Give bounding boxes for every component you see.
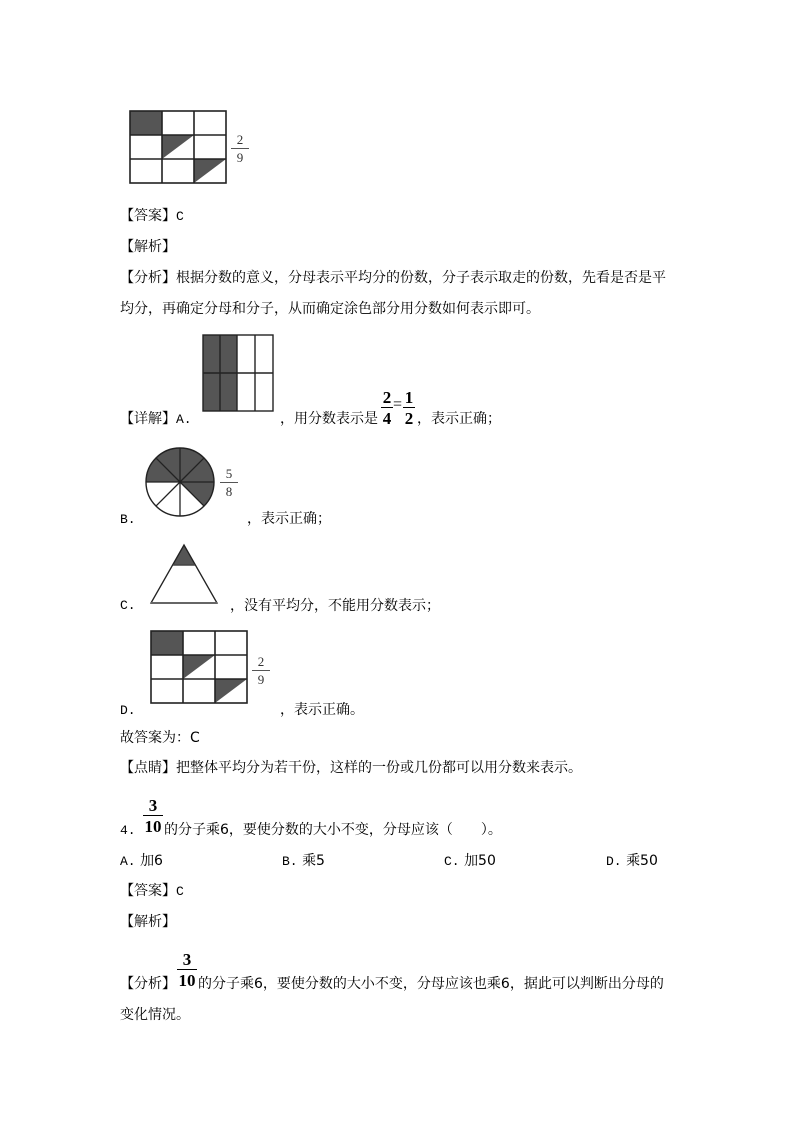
q4-fenxi-fraction xyxy=(177,951,197,989)
q4-fenxi-text1: 的分子乘6，要使分数的大小不变，分母应该也乘6，据此可以判断出分母的 xyxy=(198,976,664,992)
option-text: 加50 xyxy=(464,853,496,869)
answer-value: C xyxy=(176,209,184,224)
fraction-bar xyxy=(252,670,270,671)
option-label: D. xyxy=(606,854,622,869)
q4-option-a[interactable] xyxy=(120,852,163,871)
shaded-cell xyxy=(130,111,162,135)
fraction-bar xyxy=(381,407,393,408)
option-d-fraction xyxy=(252,655,270,686)
q4-fenxi-text2: 变化情况。 xyxy=(120,1007,190,1023)
option-label: A. xyxy=(120,854,136,869)
option-b-text: ，表示正确； xyxy=(247,511,331,527)
fraction-numerator: 2 xyxy=(382,388,392,407)
option-a-label: A. xyxy=(176,412,192,427)
fraction-bar xyxy=(231,148,249,149)
fraction-denominator: 4 xyxy=(382,409,392,428)
q4-option-c[interactable] xyxy=(444,852,496,871)
fraction-numerator: 5 xyxy=(225,466,233,481)
shaded-triangle xyxy=(194,159,226,183)
q3-dianjing: 【点睛】把整体平均分为若干份，这样的一份或几份都可以用分数来表示。 xyxy=(120,760,582,776)
fraction-denominator: 2 xyxy=(404,409,414,428)
option-a-rect-figure xyxy=(203,335,273,411)
q4-stem: 的分子乘6，要使分数的大小不变，分母应该（ ）。 xyxy=(164,822,502,838)
q3-detail-a-prefix xyxy=(120,410,192,429)
q4-fenxi-label: 【分析】 xyxy=(120,976,176,992)
fraction-bar xyxy=(403,407,415,408)
answer-label: 【答案】 xyxy=(120,883,176,899)
q4-answer-line xyxy=(120,882,184,901)
q4-option-d[interactable] xyxy=(606,852,658,871)
detail-label: 【详解】 xyxy=(120,411,176,427)
option-label: C. xyxy=(444,854,460,869)
fraction-numerator: 2 xyxy=(236,132,244,147)
option-b-fraction xyxy=(220,467,238,498)
shaded-top xyxy=(173,545,195,565)
option-b-label: B. xyxy=(120,512,136,527)
option-a-frac1 xyxy=(381,389,393,427)
q3-fenxi-line1: 【分析】根据分数的意义，分母表示平均分的份数，分子表示取走的份数，先看是否是平 xyxy=(120,270,666,286)
option-text: 加6 xyxy=(140,853,163,869)
option-c-text: ，没有平均分，不能用分数表示； xyxy=(230,598,440,614)
option-a-text-after: ，表示正确； xyxy=(417,411,501,427)
q4-analysis-label: 【解析】 xyxy=(120,914,176,930)
top-grid-fraction xyxy=(231,133,249,164)
answer-label: 【答案】 xyxy=(120,208,176,224)
option-c-label: C. xyxy=(120,598,136,613)
fraction-numerator: 2 xyxy=(257,654,265,669)
fraction-denominator: 8 xyxy=(225,484,233,499)
q3-answer-line xyxy=(120,207,184,226)
option-d-label: D. xyxy=(120,703,136,718)
shaded-cell xyxy=(151,631,183,655)
shaded-triangle xyxy=(183,655,215,679)
q4-fraction xyxy=(143,797,163,835)
fraction-numerator: 3 xyxy=(182,950,192,969)
answer-value: C xyxy=(176,884,184,899)
shaded-triangle xyxy=(162,135,194,159)
option-a-frac2 xyxy=(403,389,415,427)
q3-analysis-label: 【解析】 xyxy=(120,239,176,255)
fraction-denominator: 10 xyxy=(178,971,196,990)
fraction-denominator: 9 xyxy=(257,672,265,687)
fraction-denominator: 10 xyxy=(144,817,162,836)
option-c-triangle-figure xyxy=(150,545,218,605)
fraction-denominator: 9 xyxy=(236,150,244,165)
option-text: 乘50 xyxy=(626,853,658,869)
option-d-text: ，表示正确。 xyxy=(280,702,364,718)
fraction-bar xyxy=(220,482,238,483)
q4-option-b[interactable] xyxy=(282,852,325,871)
option-a-text-before: ，用分数表示是 xyxy=(280,411,378,427)
q3-conclusion: 故答案为：C xyxy=(120,730,200,746)
option-label: B. xyxy=(282,854,298,869)
grid-3x3-figure xyxy=(130,111,226,184)
option-d-grid-figure xyxy=(151,631,247,703)
fraction-numerator: 1 xyxy=(404,388,414,407)
fraction-bar xyxy=(143,815,163,816)
fraction-bar xyxy=(177,969,197,970)
q3-fenxi-line2: 均分，再确定分母和分子，从而确定涂色部分用分数如何表示即可。 xyxy=(120,301,540,317)
shaded-triangle xyxy=(215,679,247,703)
option-b-circle-figure xyxy=(145,447,215,517)
q4-number: 4. xyxy=(120,823,136,838)
option-text: 乘5 xyxy=(302,853,325,869)
fraction-numerator: 3 xyxy=(148,796,158,815)
equals-sign: = xyxy=(393,396,403,413)
